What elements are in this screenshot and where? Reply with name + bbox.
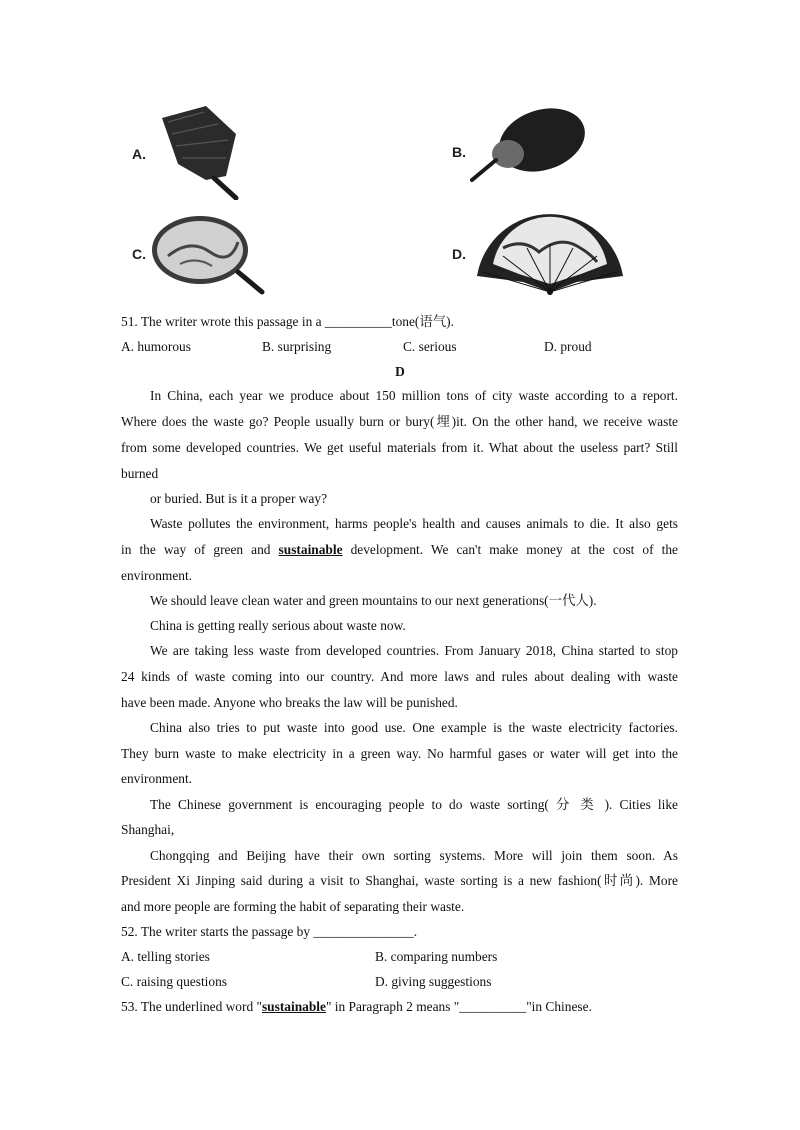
passage-p5-line3: have been made. Anyone who breaks the law will be punished. bbox=[121, 695, 458, 710]
fan-options-figure bbox=[118, 96, 680, 296]
q53-stem-pre: 53. The underlined word " bbox=[121, 999, 262, 1014]
q53-stem-post: " in Paragraph 2 means "__________"in Chinese. bbox=[325, 999, 592, 1014]
q51-option-b[interactable]: B. surprising bbox=[262, 339, 332, 354]
figure-label-d: D. bbox=[452, 246, 466, 262]
passage-p1-line1: In China, each year we produce about 150 million tons of city waste according to a report. bbox=[150, 388, 678, 403]
passage-p8-line2: President Xi Jinping said during a visit to Shanghai, waste sorting is a new fashion(时尚). More bbox=[121, 873, 678, 888]
figure-label-a: A. bbox=[132, 146, 146, 162]
question-53-stem bbox=[121, 999, 592, 1015]
q51-stem-pre: 51. The writer wrote this passage in a bbox=[121, 314, 322, 329]
passage-p5-line1: We are taking less waste from developed countries. From January 2018, China started to stop bbox=[150, 643, 678, 658]
feather-fan-icon bbox=[468, 102, 588, 192]
passage-p8-line1: Chongqing and Beijing have their own sorting systems. More will join them soon. As bbox=[150, 848, 678, 863]
section-title: D bbox=[395, 364, 405, 379]
q52-option-a[interactable]: A. telling stories bbox=[121, 949, 210, 964]
passage-p1-line2: Where does the waste go? People usually burn or bury(埋)it. On the other hand, we receive waste bbox=[121, 414, 678, 429]
figure-label-c: C. bbox=[132, 246, 146, 262]
q52-option-d[interactable]: D. giving suggestions bbox=[375, 974, 492, 989]
passage-p8-line3: and more people are forming the habit of separating their waste. bbox=[121, 899, 465, 914]
passage-p7-line1: The Chinese government is encouraging people to do waste sorting( 分 类 ). Cities like bbox=[150, 797, 678, 812]
passage-p4: China is getting really serious about waste now. bbox=[150, 618, 406, 633]
p2-line2-post: development. We can't make money at the cost of the bbox=[350, 542, 678, 557]
passage-p2-line3: environment. bbox=[121, 568, 193, 583]
q51-option-a[interactable]: A. humorous bbox=[121, 339, 191, 354]
passage-p6-line2: They burn waste to make electricity in a green way. No harmful gases or water will get into the bbox=[121, 746, 678, 761]
round-silk-fan-icon bbox=[150, 212, 270, 296]
palm-leaf-fan-icon bbox=[148, 100, 248, 200]
q51-stem-post: tone(语气). bbox=[391, 314, 454, 329]
passage-p7-line2: Shanghai, bbox=[121, 822, 175, 837]
figure-label-b: B. bbox=[452, 144, 466, 160]
passage-p2-line2 bbox=[121, 542, 678, 558]
passage-p1-line3: from some developed countries. We get useful materials from it. What about the useless part? Still bbox=[121, 440, 678, 455]
underlined-word-sustainable: sustainable bbox=[278, 542, 343, 557]
p2-line2-pre: in the way of green and bbox=[121, 542, 271, 557]
passage-p6-line3: environment. bbox=[121, 771, 193, 786]
q51-option-c[interactable]: C. serious bbox=[403, 339, 457, 354]
q52-option-c[interactable]: C. raising questions bbox=[121, 974, 228, 989]
passage-p1-line5: or buried. But is it a proper way? bbox=[150, 491, 328, 506]
passage-p1-line4: burned bbox=[121, 466, 159, 481]
question-51-stem bbox=[121, 314, 454, 330]
question-52-stem: 52. The writer starts the passage by _______________. bbox=[121, 924, 418, 939]
q52-option-b[interactable]: B. comparing numbers bbox=[375, 949, 498, 964]
passage-p6-line1: China also tries to put waste into good use. One example is the waste electricity factories. bbox=[150, 720, 678, 735]
passage-p2-line1: Waste pollutes the environment, harms people's health and causes animals to die. It also gets bbox=[150, 516, 678, 531]
q51-option-d[interactable]: D. proud bbox=[544, 339, 592, 354]
folding-fan-icon bbox=[473, 208, 627, 296]
passage-p5-line2: 24 kinds of waste coming into our country. And more laws and rules about dealing with waste bbox=[121, 669, 678, 684]
q51-blank: __________ bbox=[324, 314, 392, 329]
passage-p3: We should leave clean water and green mountains to our next generations(一代人). bbox=[150, 593, 597, 608]
q53-underlined-word: sustainable bbox=[261, 999, 326, 1014]
